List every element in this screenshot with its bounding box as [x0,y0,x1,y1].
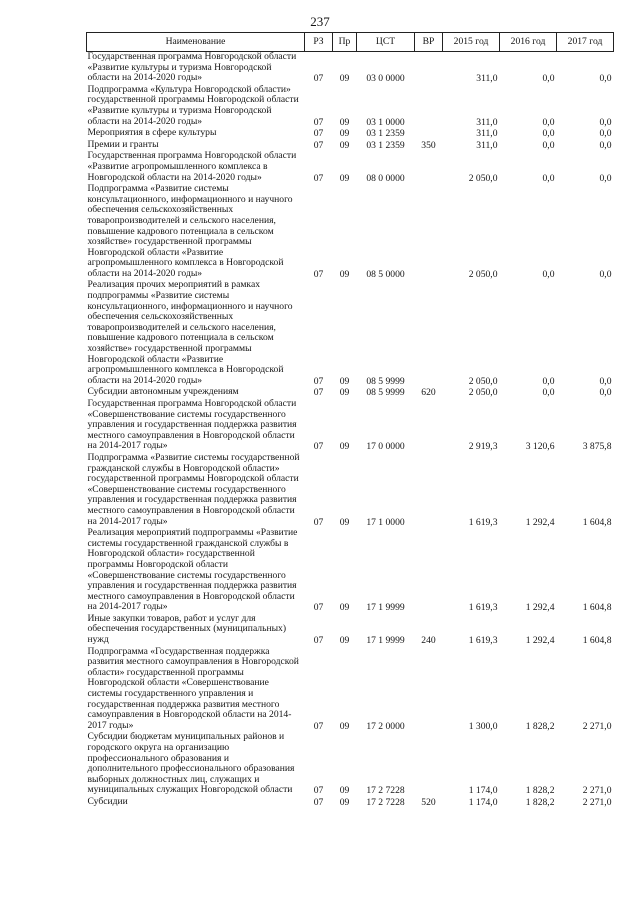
row-pr: 09 [339,73,350,85]
row-cst: 08 5 9999 [366,387,405,399]
row-name: Государственная программа Новгородской области «Развитие культуры и туризма Новгородской области на 2014-2020 годы» [87,51,297,84]
row-rz: 07 [313,172,324,184]
row-value-2017: 0,0 [599,139,612,151]
row-value-2017: 2 271,0 [582,796,612,808]
row-value-2016: 3 120,6 [525,441,555,453]
row-value-2017: 2 271,0 [582,720,612,732]
table-row [87,614,614,647]
row-cst: 03 1 0000 [366,116,405,128]
table-row [87,128,614,140]
row-pr: 09 [339,268,350,280]
row-vr: 620 [421,387,436,399]
table-row [87,85,614,128]
row-name: Подпрограмма «Развитие системы государственной гражданской службы в Новгородской области» государственной программы Новгородской области «Совершенствование системы государственного управления и государственная поддержка развития местного самоуправления в Новгородской области на 2014-2017 годы» [87,451,300,527]
row-pr: 09 [339,785,350,797]
row-value-2016: 1 292,4 [525,516,555,528]
row-value-2017: 0,0 [599,387,612,399]
row-cst: 17 2 7228 [366,785,405,797]
row-rz: 07 [313,635,324,647]
row-value-2016: 0,0 [542,139,555,151]
table-row [87,151,614,184]
row-value-2015: 2 050,0 [468,268,498,280]
header-rz: РЗ [305,33,333,52]
header-2015: 2015 год [443,33,500,52]
row-vr [415,52,443,85]
row-cst: 08 5 9999 [366,375,405,387]
row-rz: 07 [313,128,324,140]
row-value-2016: 0,0 [542,268,555,280]
row-vr [415,128,443,140]
row-pr: 09 [339,441,350,453]
row-rz: 07 [313,796,324,808]
row-value-2017: 0,0 [599,172,612,184]
row-name: Государственная программа Новгородской области «Совершенствование системы государственного управления и государственная поддержка развития местного самоуправления в Новгородской области на 2014-2017 годы» [87,398,297,452]
row-name: Подпрограмма «Культура Новгородской области» государственной программы Новгородской области «Развитие культуры и туризма Новгородской области на 2014-2020 годы» [87,83,299,127]
row-rz: 07 [313,785,324,797]
row-pr: 09 [339,602,350,614]
row-cst: 08 5 0000 [366,268,405,280]
header-2016: 2016 год [500,33,557,52]
row-vr [415,184,443,280]
row-rz: 07 [313,139,324,151]
row-value-2017: 0,0 [599,375,612,387]
row-name: Иные закупки товаров, работ и услуг для обеспечения государственных (муниципальных) нужд [87,612,287,646]
row-value-2016: 1 828,2 [525,796,555,808]
row-value-2017: 1 604,8 [582,635,612,647]
row-value-2016: 0,0 [542,172,555,184]
row-vr: 350 [421,139,436,151]
row-cst: 03 0 0000 [366,73,405,85]
row-value-2017: 1 604,8 [582,602,612,614]
header-vr: ВР [415,33,443,52]
row-value-2017: 0,0 [599,268,612,280]
row-value-2015: 1 174,0 [468,785,498,797]
table-row [87,732,614,797]
row-name: Субсидии автономным учреждениям [87,386,239,398]
row-cst: 17 2 7228 [366,796,405,808]
row-name: Государственная программа Новгородской области «Развитие агропромышленного комплекса в Новгородской области на 2014-2020 годы» [87,150,297,183]
table-row [87,797,614,809]
row-value-2015: 1 300,0 [468,720,498,732]
row-pr: 09 [339,635,350,647]
row-name: Мероприятия в сфере культуры [87,127,217,139]
row-vr [415,647,443,733]
row-value-2015: 2 919,3 [468,441,498,453]
row-value-2016: 0,0 [542,116,555,128]
row-value-2017: 0,0 [599,73,612,85]
row-name: Субсидии бюджетам муниципальных районов и городского округа на организацию профессионального образования и дополнительного профессионального образования выборных должностных лиц, служащих и муниципальных служащих Новгородской области [87,731,295,796]
row-value-2016: 1 828,2 [525,720,555,732]
row-value-2015: 311,0 [476,139,498,151]
table-row [87,453,614,528]
row-value-2016: 1 292,4 [525,602,555,614]
row-name: Премии и гранты [87,138,159,150]
row-pr: 09 [339,516,350,528]
row-pr: 09 [339,387,350,399]
header-name: Наименование [87,33,305,52]
row-rz: 07 [313,375,324,387]
row-value-2017: 3 875,8 [582,441,612,453]
row-cst: 17 1 0000 [366,516,405,528]
table-row [87,399,614,453]
row-value-2017: 0,0 [599,128,612,140]
row-name: Реализация мероприятий подпрограммы «Развитие системы государственной гражданской службы в Новгородской области» государственной программы Новгородской области «Совершенствование системы государственного управления и государственная поддержка развития местного самоуправления в Новгородской области на 2014-2017 годы» [87,527,298,613]
row-value-2015: 2 050,0 [468,375,498,387]
row-vr: 240 [421,635,436,647]
row-rz: 07 [313,73,324,85]
row-value-2016: 0,0 [542,387,555,399]
row-pr: 09 [339,128,350,140]
row-value-2017: 1 604,8 [582,516,612,528]
row-value-2016: 0,0 [542,73,555,85]
table-row [87,184,614,280]
row-pr: 09 [339,172,350,184]
row-vr [415,85,443,128]
table-row [87,280,614,387]
row-vr: 520 [421,796,436,808]
row-cst: 08 0 0000 [366,172,405,184]
table-header-row [87,33,614,52]
header-cst: ЦСТ [357,33,415,52]
page-number: 237 [310,14,330,29]
row-vr [415,528,443,614]
row-value-2015: 311,0 [476,128,498,140]
row-pr: 09 [339,116,350,128]
row-vr [415,151,443,184]
row-pr: 09 [339,375,350,387]
row-value-2016: 0,0 [542,128,555,140]
table-row [87,647,614,733]
row-rz: 07 [313,116,324,128]
row-vr [415,280,443,387]
row-cst: 17 1 9999 [366,602,405,614]
row-name: Подпрограмма «Развитие системы консультационного, информационного и научного обеспечения сельскохозяйственных товаропроизводителей и сельского населения, повышение кадрового потенциала в сельском хозяйстве» государственной программы Новгородской области «Развитие агропромышленного комплекса в Новгородской области на 2014-2020 годы» [87,183,293,279]
row-value-2015: 1 174,0 [468,796,498,808]
row-cst: 17 0 0000 [366,441,405,453]
row-rz: 07 [313,268,324,280]
row-value-2015: 1 619,3 [468,602,498,614]
row-rz: 07 [313,516,324,528]
row-value-2015: 1 619,3 [468,516,498,528]
row-rz: 07 [313,602,324,614]
row-rz: 07 [313,387,324,399]
row-pr: 09 [339,139,350,151]
row-rz: 07 [313,441,324,453]
row-value-2015: 1 619,3 [468,635,498,647]
row-value-2015: 2 050,0 [468,172,498,184]
table-row [87,52,614,85]
header-2017: 2017 год [557,33,614,52]
row-name: Подпрограмма «Государственная поддержка развития местного самоуправления в Новгородской области» государственной программы Новгородской области «Совершенствование системы государственного управления и государственная поддержка развития местного самоуправления в Новгородской области на 2014-2017 годы» [87,645,299,731]
row-cst: 17 2 0000 [366,720,405,732]
row-name: Реализация прочих мероприятий в рамках подпрограммы «Развитие системы консультационного, информационного и научного обеспечения сельскохозяйственных товаропроизводителей и сельского населения, повышение кадрового потенциала в сельском хозяйстве» государственной программы Новгородской области «Развитие агропромышленного комплекса в Новгородской области на 2014-2020 годы» [87,279,293,386]
row-name: Субсидии [87,795,128,807]
row-pr: 09 [339,720,350,732]
row-cst: 17 1 9999 [366,635,405,647]
row-value-2017: 0,0 [599,116,612,128]
row-vr [415,399,443,453]
row-cst: 03 1 2359 [366,139,405,151]
row-vr [415,453,443,528]
table-row [87,528,614,614]
row-value-2015: 311,0 [476,73,498,85]
row-value-2016: 1 828,2 [525,785,555,797]
row-vr [415,732,443,797]
header-pr: Пр [333,33,357,52]
row-value-2016: 0,0 [542,375,555,387]
row-value-2015: 311,0 [476,116,498,128]
row-value-2015: 2 050,0 [468,387,498,399]
row-value-2016: 1 292,4 [525,635,555,647]
row-cst: 03 1 2359 [366,128,405,140]
row-rz: 07 [313,720,324,732]
row-value-2017: 2 271,0 [582,785,612,797]
row-pr: 09 [339,796,350,808]
budget-table [86,32,614,809]
